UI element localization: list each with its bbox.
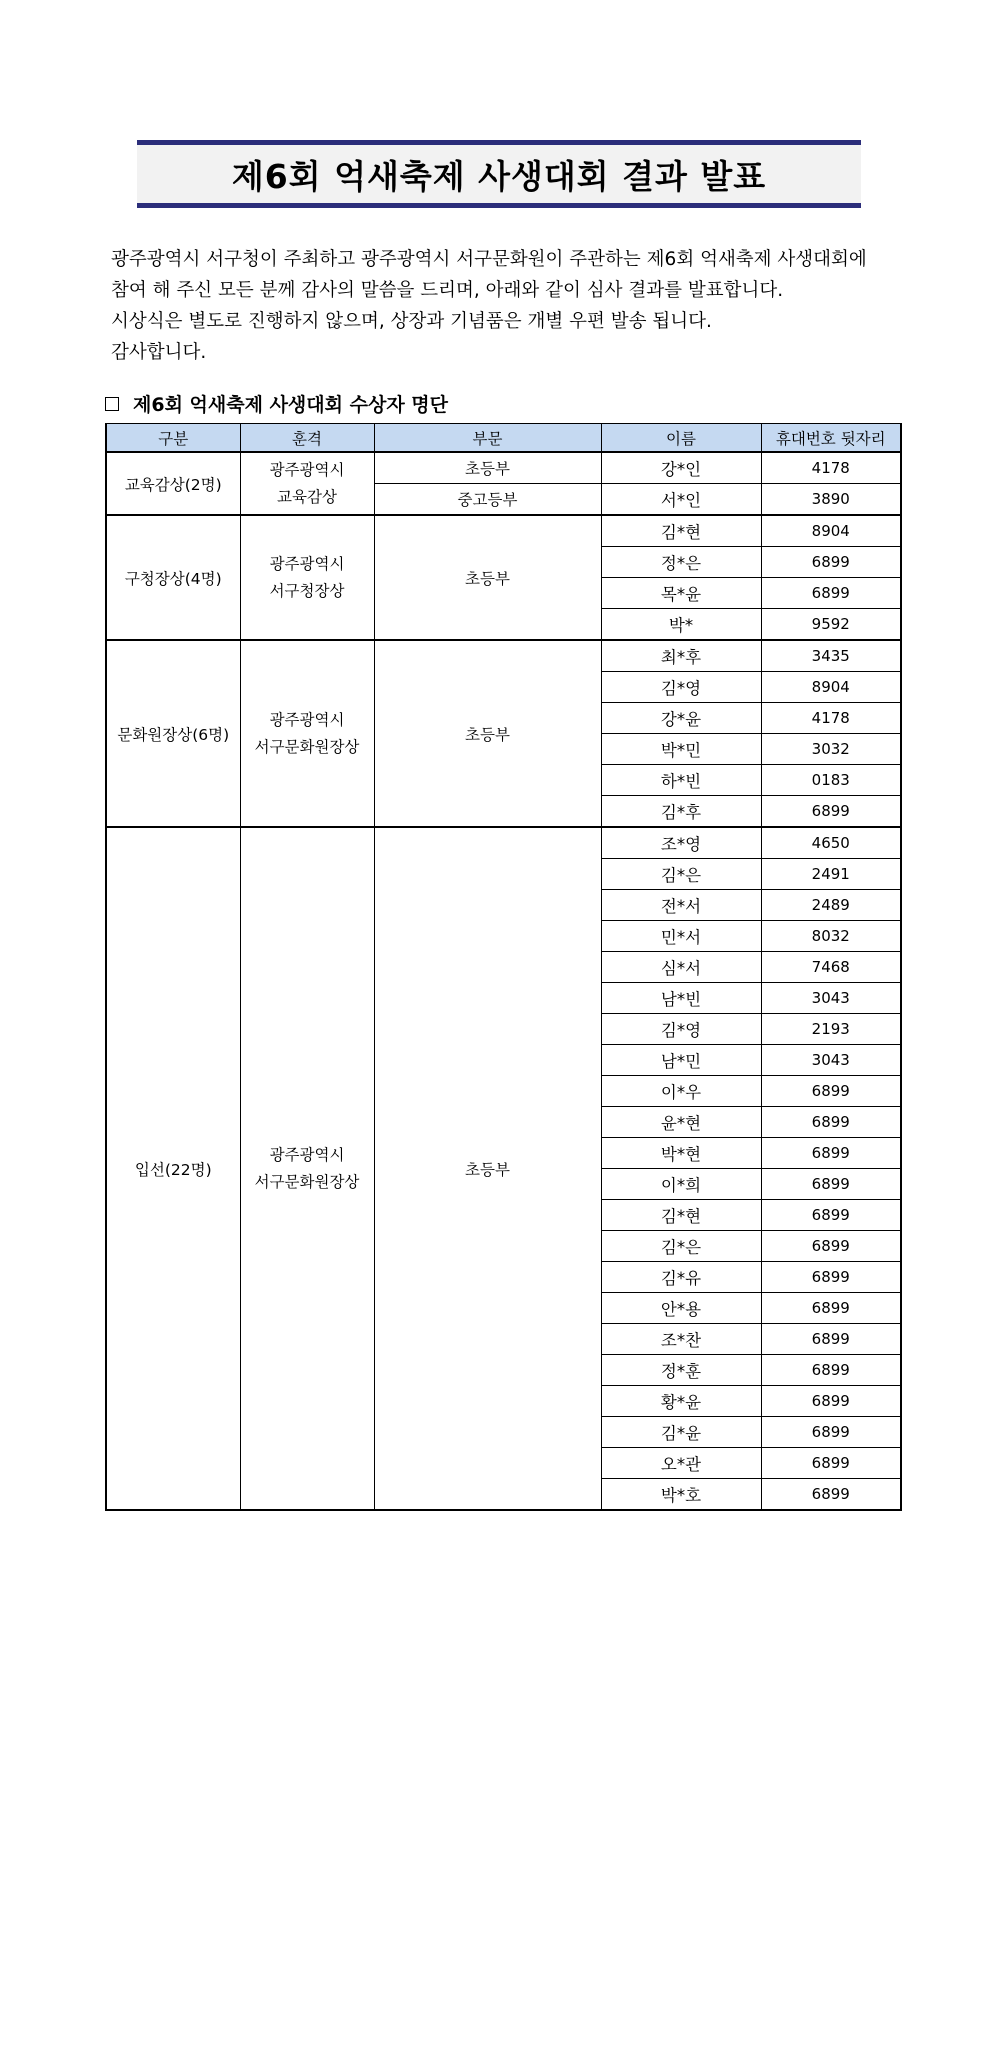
phone-digits-cell: 8904 <box>761 672 901 703</box>
winners-table <box>105 423 902 1511</box>
table-header-row <box>106 424 901 453</box>
phone-digits-cell: 6899 <box>761 1479 901 1511</box>
award-line: 광주광역시 <box>269 710 345 729</box>
winner-name-cell: 서*인 <box>601 484 761 516</box>
winner-name-cell: 이*우 <box>601 1076 761 1107</box>
phone-digits-cell: 6899 <box>761 1293 901 1324</box>
award-line: 광주광역시 <box>269 554 345 573</box>
phone-digits-cell: 6899 <box>761 547 901 578</box>
phone-digits-cell: 6899 <box>761 1200 901 1231</box>
phone-digits-cell: 4178 <box>761 703 901 734</box>
winner-name-cell: 김*은 <box>601 1231 761 1262</box>
winner-name-cell: 김*현 <box>601 1200 761 1231</box>
table-row <box>106 452 901 484</box>
phone-digits-cell: 0183 <box>761 765 901 796</box>
winner-name-cell: 정*은 <box>601 547 761 578</box>
phone-digits-cell: 6899 <box>761 1324 901 1355</box>
phone-digits-cell: 3032 <box>761 734 901 765</box>
winner-name-cell: 박*민 <box>601 734 761 765</box>
phone-digits-cell: 6899 <box>761 1076 901 1107</box>
award-line: 광주광역시 <box>269 460 345 479</box>
phone-digits-cell: 2491 <box>761 859 901 890</box>
phone-digits-cell: 7468 <box>761 952 901 983</box>
award-cell <box>240 640 374 827</box>
division-cell: 중고등부 <box>374 484 601 516</box>
winner-name-cell: 전*서 <box>601 890 761 921</box>
header-name: 이름 <box>601 424 761 453</box>
phone-digits-cell: 6899 <box>761 1231 901 1262</box>
award-line: 서구문화원장상 <box>254 737 360 756</box>
phone-digits-cell: 6899 <box>761 1138 901 1169</box>
winner-name-cell: 남*민 <box>601 1045 761 1076</box>
intro-line: 참여 해 주신 모든 분께 감사의 말씀을 드리며, 아래와 같이 심사 결과를 발표합니다. <box>111 280 784 301</box>
winner-name-cell: 강*윤 <box>601 703 761 734</box>
winner-name-cell: 박*호 <box>601 1479 761 1511</box>
winner-name-cell: 황*윤 <box>601 1386 761 1417</box>
award-line: 교육감상 <box>277 487 337 506</box>
section-heading <box>105 390 448 417</box>
table-body <box>106 452 901 1510</box>
award-cell <box>240 827 374 1510</box>
division-cell: 초등부 <box>374 452 601 484</box>
division-cell: 초등부 <box>374 640 601 827</box>
phone-digits-cell: 3043 <box>761 983 901 1014</box>
winner-name-cell: 김*영 <box>601 1014 761 1045</box>
phone-digits-cell: 6899 <box>761 1169 901 1200</box>
winner-name-cell: 김*현 <box>601 515 761 547</box>
award-cell <box>240 452 374 515</box>
winner-name-cell: 남*빈 <box>601 983 761 1014</box>
phone-digits-cell: 6899 <box>761 1107 901 1138</box>
intro-line: 광주광역시 서구청이 주최하고 광주광역시 서구문화원이 주관하는 제6회 억새축제 사생대회에 <box>111 249 867 270</box>
header-award: 훈격 <box>240 424 374 453</box>
phone-digits-cell: 3890 <box>761 484 901 516</box>
phone-digits-cell: 6899 <box>761 1386 901 1417</box>
winner-name-cell: 조*찬 <box>601 1324 761 1355</box>
winner-name-cell: 김*후 <box>601 796 761 828</box>
category-cell: 구청장상(4명) <box>106 515 240 640</box>
winner-name-cell: 박*현 <box>601 1138 761 1169</box>
phone-digits-cell: 4178 <box>761 452 901 484</box>
phone-digits-cell: 4650 <box>761 827 901 859</box>
winner-name-cell: 박* <box>601 609 761 641</box>
phone-digits-cell: 6899 <box>761 1355 901 1386</box>
phone-digits-cell: 8032 <box>761 921 901 952</box>
winner-name-cell: 이*희 <box>601 1169 761 1200</box>
winner-name-cell: 윤*현 <box>601 1107 761 1138</box>
winner-name-cell: 목*윤 <box>601 578 761 609</box>
page-title: 제6회 억새축제 사생대회 결과 발표 <box>231 156 767 196</box>
award-cell <box>240 515 374 640</box>
winner-name-cell: 오*관 <box>601 1448 761 1479</box>
category-cell: 문화원장상(6명) <box>106 640 240 827</box>
header-division: 부문 <box>374 424 601 453</box>
winner-name-cell: 심*서 <box>601 952 761 983</box>
table-row <box>106 640 901 672</box>
phone-digits-cell: 6899 <box>761 796 901 828</box>
winner-name-cell: 김*은 <box>601 859 761 890</box>
header-category: 구분 <box>106 424 240 453</box>
phone-digits-cell: 8904 <box>761 515 901 547</box>
table-row <box>106 827 901 859</box>
winner-name-cell: 하*빈 <box>601 765 761 796</box>
intro-line: 감사합니다. <box>111 342 207 363</box>
winner-name-cell: 안*용 <box>601 1293 761 1324</box>
award-line: 서구청장상 <box>269 581 345 600</box>
intro-line: 시상식은 별도로 진행하지 않으며, 상장과 기념품은 개별 우편 발송 됩니다. <box>111 311 712 332</box>
winner-name-cell: 정*훈 <box>601 1355 761 1386</box>
intro-text <box>111 244 911 368</box>
category-cell: 교육감상(2명) <box>106 452 240 515</box>
phone-digits-cell: 9592 <box>761 609 901 641</box>
checkbox-square-icon <box>105 397 119 411</box>
title-banner <box>137 140 861 208</box>
winner-name-cell: 조*영 <box>601 827 761 859</box>
phone-digits-cell: 6899 <box>761 578 901 609</box>
phone-digits-cell: 6899 <box>761 1262 901 1293</box>
phone-digits-cell: 3043 <box>761 1045 901 1076</box>
phone-digits-cell: 6899 <box>761 1417 901 1448</box>
header-phone: 휴대번호 뒷자리 <box>761 424 901 453</box>
winner-name-cell: 민*서 <box>601 921 761 952</box>
winner-name-cell: 김*영 <box>601 672 761 703</box>
award-line: 서구문화원장상 <box>254 1172 360 1191</box>
phone-digits-cell: 2489 <box>761 890 901 921</box>
section-title: 제6회 억새축제 사생대회 수상자 명단 <box>133 394 448 416</box>
winner-name-cell: 강*인 <box>601 452 761 484</box>
category-cell: 입선(22명) <box>106 827 240 1510</box>
phone-digits-cell: 3435 <box>761 640 901 672</box>
table-row <box>106 515 901 547</box>
phone-digits-cell: 6899 <box>761 1448 901 1479</box>
winner-name-cell: 최*후 <box>601 640 761 672</box>
division-cell: 초등부 <box>374 515 601 640</box>
award-line: 광주광역시 <box>269 1145 345 1164</box>
winner-name-cell: 김*유 <box>601 1262 761 1293</box>
phone-digits-cell: 2193 <box>761 1014 901 1045</box>
division-cell: 초등부 <box>374 827 601 1510</box>
winner-name-cell: 김*윤 <box>601 1417 761 1448</box>
